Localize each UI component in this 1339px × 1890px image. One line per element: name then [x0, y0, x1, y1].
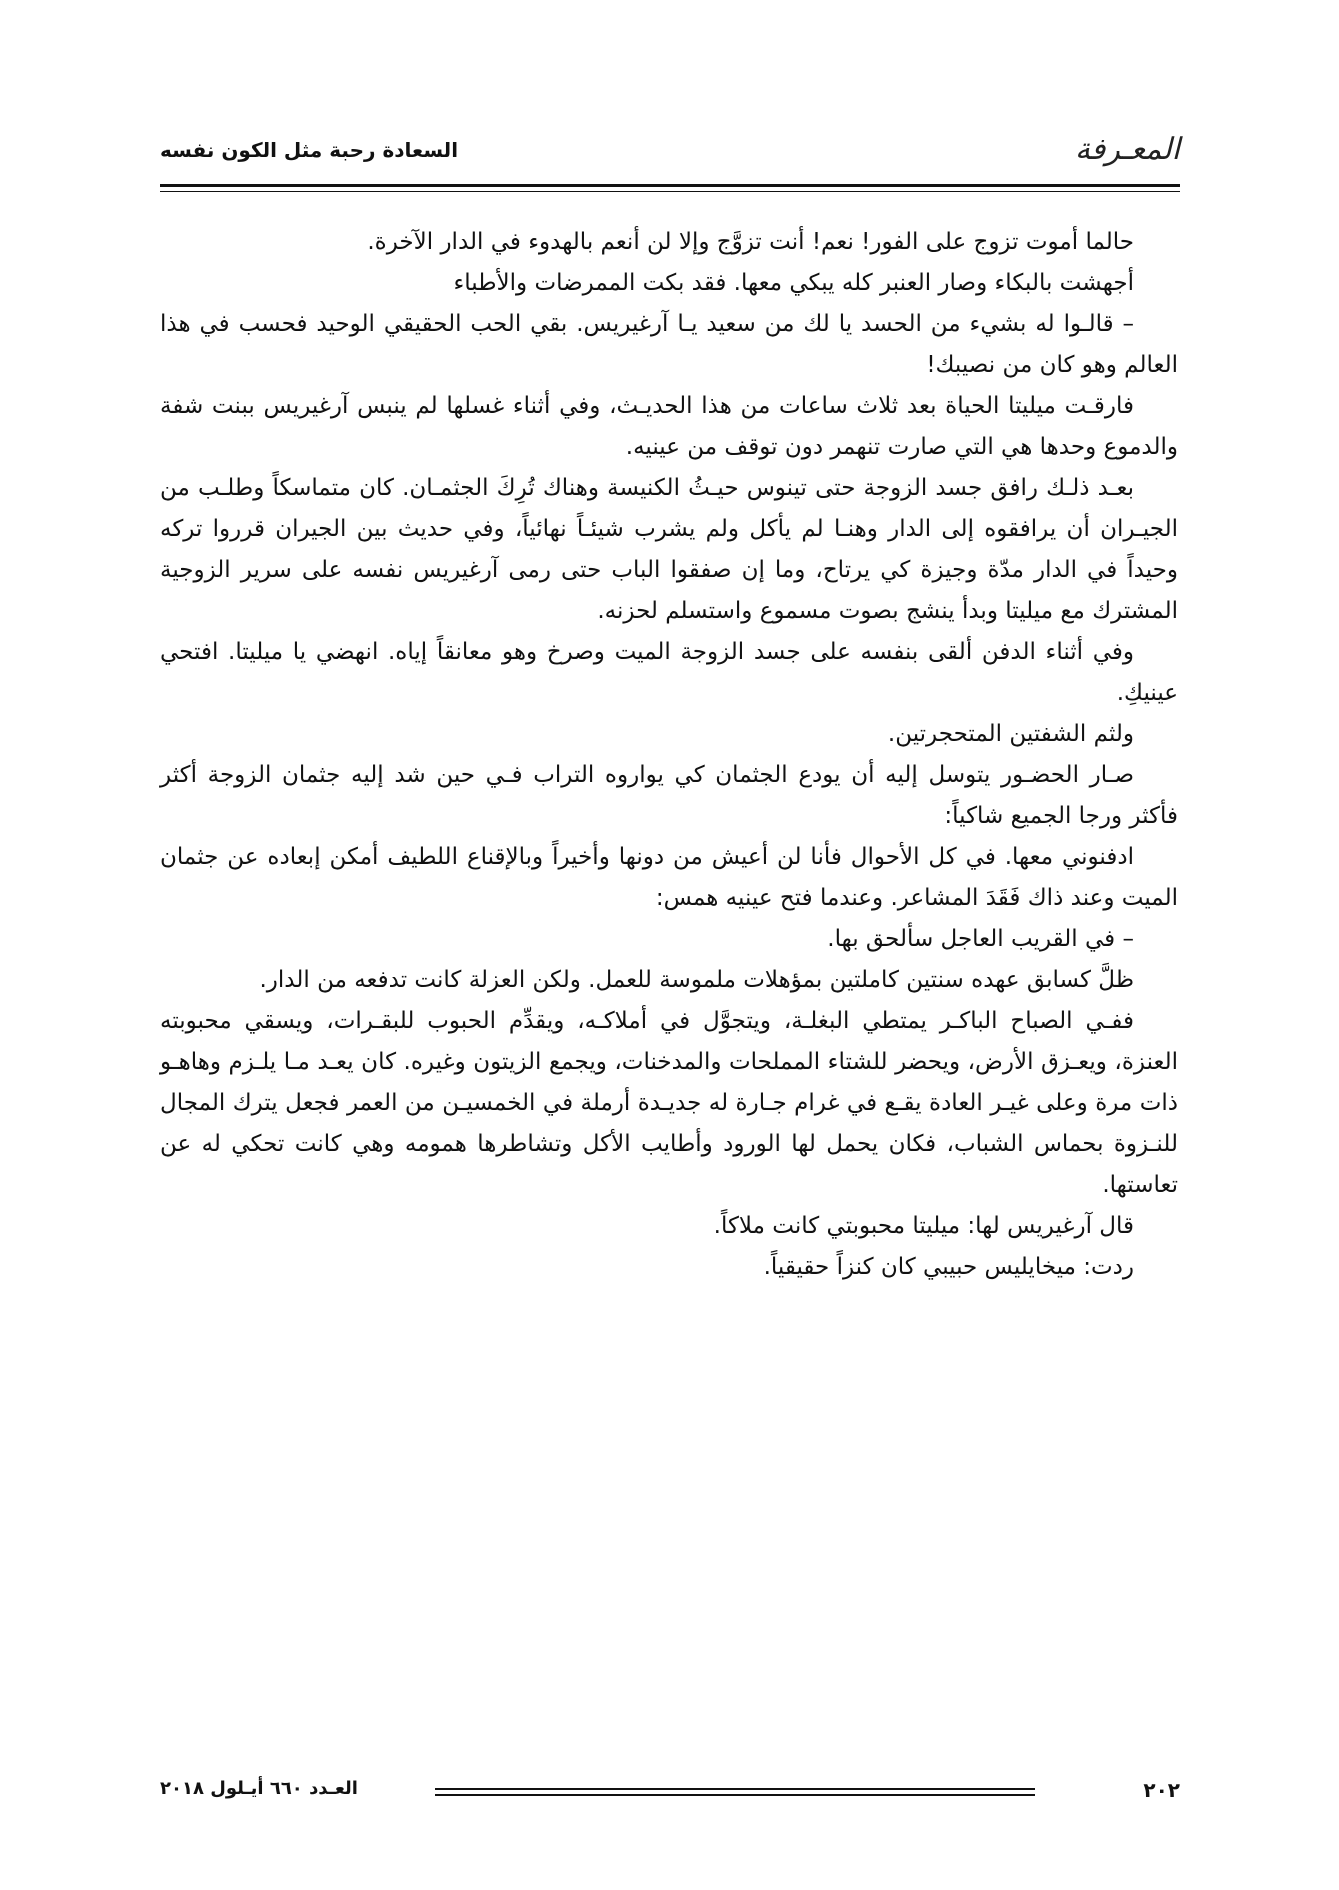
page-number: ٢٠٢: [1143, 1778, 1180, 1802]
issue-info: العـدد ٦٦٠ أيـلول ٢٠١٨: [160, 1778, 358, 1799]
footer-divider: [435, 1788, 1035, 1790]
paragraph: بعـد ذلـك رافق جسد الزوجة حتى تينوس حيـثُ الكنيسة وهناك تُرِكَ الجثمـان. كان متماسكاً وطلـب من الجيـران أن يرافقوه إلى الدار وهنـا لم يأكل ولم يشرب شيئـاً نهائياً، وفي حديث بين الجيران قرروا تركه وحيداً في الدار مدّة وجيزة كي يرتاح، وما إن صفقوا الباب حتى رمى آرغيريس نفسه على سرير الزوجية المشترك مع ميليتا وبدأ ينشج بصوت مسموع واستسلم لحزنه.: [160, 475, 1178, 624]
paragraph: أجهشت بالبكاء وصار العنبر كله يبكي معها. فقد بكت الممرضات والأطباء: [453, 270, 1134, 296]
article-body: [160, 222, 1178, 1288]
paragraph: – قالـوا له بشيء من الحسد يا لك من سعيد يـا آرغيريس. بقي الحب الحقيقي الوحيد فحسب في هذا العالم وهو كان من نصيبك!: [160, 311, 1178, 378]
paragraph: فارقـت ميليتا الحياة بعد ثلاث ساعات من هذا الحديـث، وفي أثناء غسلها لم ينبس آرغيريس ببنت شفة والدموع وحدها هي التي صارت تنهمر دون توقف من عينيه.: [160, 393, 1178, 460]
paragraph: ففـي الصباح الباكـر يمتطي البغلـة، ويتجوَّل في أملاكـه، ويقدِّم الحبوب للبقـرات، ويسقي محبوبته العنزة، ويعـزق الأرض، ويحضر للشتاء المملحات والمدخنات، ويجمع الزيتون وغيره. كان يعـد مـا يلـزم وهاهـو ذات مرة وعلى غيـر العادة يقـع في غرام جـارة له جديـدة أرملة في الخمسيـن من العمر فجعل يترك المجال للنـزوة بحماس الشباب، فكان يحمل لها الورود وأطايب الأكل وتشاطرها همومه وهي كانت تحكي له عن تعاستها.: [160, 1008, 1178, 1198]
article-title: السعادة رحبة مثل الكون نفسه: [160, 138, 459, 162]
page-footer: [160, 1778, 1180, 1818]
paragraph: صـار الحضـور يتوسل إليه أن يودع الجثمان كي يواروه التراب فـي حين شد إليه جثمان الزوجة أكثر فأكثر ورجا الجميع شاكياً:: [160, 762, 1178, 829]
footer-divider-thin: [435, 1794, 1035, 1796]
paragraph: – في القريب العاجل سألحق بها.: [827, 926, 1134, 952]
header-divider: [160, 184, 1180, 187]
paragraph: ادفنوني معها. في كل الأحوال فأنا لن أعيش من دونها وأخيراً وبالإقناع اللطيف أمكن إبعاده عن جثمان الميت وعند ذاك فَقَدَ المشاعر. وعندما فتح عينيه همس:: [160, 844, 1178, 911]
magazine-logo: المعـرفة: [1074, 132, 1180, 167]
paragraph: حالما أموت تزوج على الفور! نعم! أنت تزوَّج وإلا لن أنعم بالهدوء في الدار الآخرة.: [367, 229, 1134, 255]
paragraph: وفي أثناء الدفن ألقى بنفسه على جسد الزوجة الميت وصرخ وهو معانقاً إياه. انهضي يا ميليتا. افتحي عينيكِ.: [160, 639, 1178, 706]
header-divider-thin: [160, 191, 1180, 192]
paragraph: قال آرغيريس لها: ميليتا محبوبتي كانت ملاكاً.: [713, 1213, 1134, 1239]
paragraph: ولثم الشفتين المتحجرتين.: [887, 721, 1134, 747]
page-header: [160, 132, 1180, 172]
paragraph: ظلَّ كسابق عهده سنتين كاملتين بمؤهلات ملموسة للعمل. ولكن العزلة كانت تدفعه من الدار.: [259, 967, 1134, 993]
paragraph: ردت: ميخايليس حبيبي كان كنزاً حقيقياً.: [763, 1254, 1134, 1280]
